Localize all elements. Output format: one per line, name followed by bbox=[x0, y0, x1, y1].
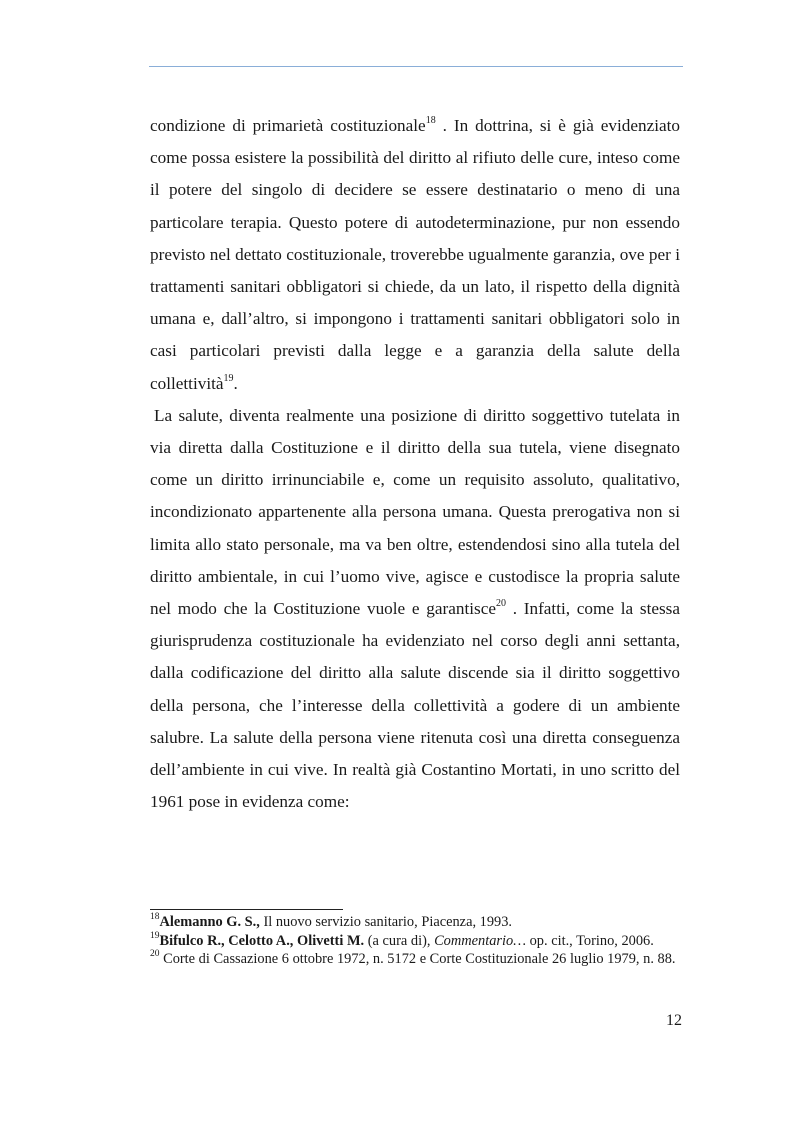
paragraph-1 bbox=[150, 110, 680, 400]
footnotes bbox=[150, 914, 680, 970]
paragraph-1-text-3: . bbox=[233, 373, 238, 393]
paragraph-1-text-1: condizione di primarietà costituzionale bbox=[150, 116, 426, 135]
footnote-text: (a cura di), bbox=[364, 932, 435, 949]
footnote-text: Il nuovo servizio sanitario, Piacenza, 1993. bbox=[259, 914, 513, 930]
footnote-20 bbox=[150, 951, 680, 969]
paragraph-2 bbox=[150, 400, 680, 819]
footnote-ref-20[interactable]: 20 bbox=[495, 598, 506, 610]
body-text bbox=[150, 110, 680, 818]
footnote-number: 19 bbox=[150, 930, 160, 941]
footnote-ref-19[interactable]: 19 bbox=[223, 372, 234, 384]
paragraph-2-text-1: La salute, diventa realmente una posizione di diritto soggettivo tutelata in via diretta dalla Costituzione e il diritto della sua tutela, viene disegnato come un diritto irrinunciabile e, come un requisito assoluto, qualitativo, incondizionato appartenente alla persona umana. Questa prerogativa non si limita allo stato personale, ma va ben oltre, estendendosi sino alla tutela del diritto ambientale, in cui l’uomo vive, agisce e custodisce la propria salute nel modo che la Costituzione vuole e garantisce bbox=[150, 405, 680, 619]
footnote-text-2: op. cit., Torino, 2006. bbox=[526, 932, 654, 949]
footnote-19 bbox=[150, 930, 680, 951]
footnote-separator bbox=[150, 909, 343, 910]
footnote-italic-title: Commentario… bbox=[434, 932, 527, 949]
footnote-number: 20 bbox=[150, 949, 160, 960]
paragraph-1-text-2: . In dottrina, si è già evidenziato come possa esistere la possibilità del diritto al rifiuto delle cure, inteso come il potere del singolo di decidere se essere destinatario o meno di una particolare terapia. Questo potere di autodeterminazione, pur non essendo previsto nel dettato costituzionale, troverebbe ugualmente garanzia, ove per i trattamenti sanitari obbligatori si chiede, da un lato, il rispetto della dignità umana e, dall’altro, si impongono i trattamenti sanitari obbligatori solo in casi particolari previsti dalla legge e a garanzia della salute della collettività bbox=[150, 116, 680, 393]
page-number: 12 bbox=[666, 1012, 682, 1029]
paragraph-2-text-2: . Infatti, come la stessa giurisprudenza costituzionale ha evidenziato nel corso degli anni settanta, dalla codificazione del diritto alla salute discende sia il diritto soggettivo della persona, che l’interesse della collettività a godere di un ambiente salubre. La salute della persona viene ritenuta così una diretta conseguenza dell’ambiente in cui vive. In realtà già Costantino Mortati, in uno scritto del 1961 pose in evidenza come: bbox=[150, 599, 680, 812]
footnote-ref-18[interactable]: 18 bbox=[425, 115, 436, 127]
footnote-author: Alemanno G. S., bbox=[159, 914, 260, 930]
footnote-text: Corte di Cassazione 6 ottobre 1972, n. 5172 e Corte Costituzionale 26 luglio 1979, n. 88. bbox=[159, 951, 676, 967]
footnote-author: Bifulco R., Celotto A., Olivetti M. bbox=[159, 932, 365, 949]
footnote-number: 18 bbox=[150, 912, 160, 923]
header-rule bbox=[149, 66, 683, 67]
footnote-18 bbox=[150, 914, 680, 932]
